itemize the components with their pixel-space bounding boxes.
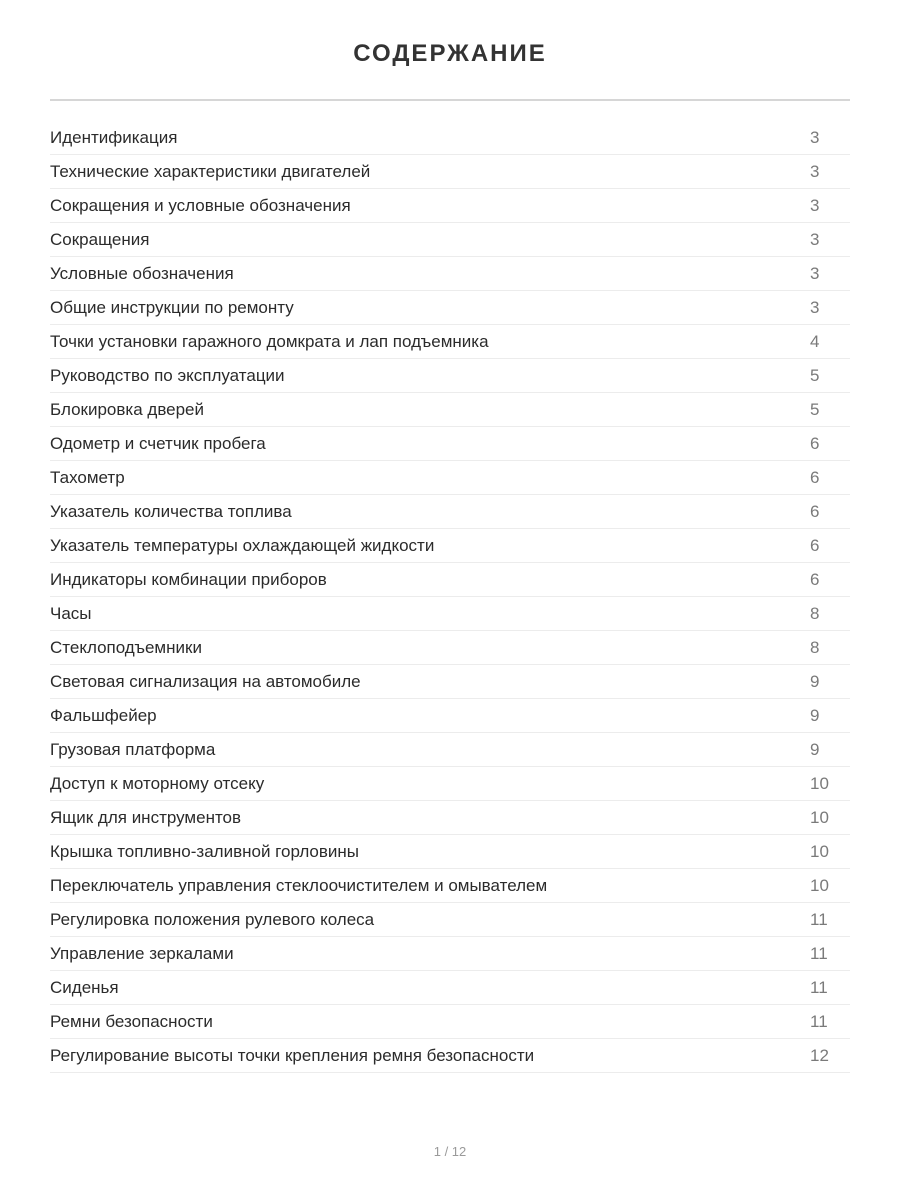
toc-entry-page: 12 (810, 1045, 829, 1065)
toc-entry-label[interactable]: Руководство по эксплуатации (50, 365, 285, 385)
toc-entry[interactable] (50, 733, 850, 767)
toc-entry-label[interactable]: Сокращения и условные обозначения (50, 195, 351, 215)
toc-entry-label[interactable]: Регулирование высоты точки крепления ремня безопасности (50, 1045, 535, 1065)
toc-entry[interactable] (50, 971, 850, 1005)
toc-entry-page: 8 (810, 637, 820, 657)
toc-entry-page: 3 (810, 195, 820, 215)
toc-entry[interactable] (50, 529, 850, 563)
toc-entry[interactable] (50, 1039, 850, 1073)
toc-entry-page: 6 (810, 535, 820, 555)
table-of-contents (50, 121, 850, 1073)
toc-entry-page: 3 (810, 161, 820, 181)
toc-entry-page: 4 (810, 331, 820, 351)
toc-entry-page: 6 (810, 501, 820, 521)
toc-entry-label[interactable]: Крышка топливно-заливной горловины (50, 841, 360, 861)
toc-entry[interactable] (50, 767, 850, 801)
toc-entry-label[interactable]: Стеклоподъемники (50, 637, 202, 657)
toc-entry[interactable] (50, 121, 850, 155)
toc-entry-page: 10 (810, 773, 829, 793)
toc-entry-label[interactable]: Управление зеркалами (50, 943, 234, 963)
toc-entry-label[interactable]: Одометр и счетчик пробега (50, 433, 266, 453)
toc-entry-label[interactable]: Точки установки гаражного домкрата и лап подъемника (50, 331, 489, 351)
toc-entry[interactable] (50, 495, 850, 529)
toc-entry[interactable] (50, 699, 850, 733)
toc-entry-page: 5 (810, 399, 820, 419)
toc-entry-page: 9 (810, 671, 820, 691)
toc-entry[interactable] (50, 257, 850, 291)
toc-entry-label[interactable]: Переключатель управления стеклоочистителем и омывателем (50, 875, 548, 895)
toc-entry[interactable] (50, 597, 850, 631)
toc-entry[interactable] (50, 393, 850, 427)
toc-entry-label[interactable]: Ящик для инструментов (50, 807, 242, 827)
page-number: 1 / 12 (433, 1144, 467, 1159)
toc-entry-label[interactable]: Технические характеристики двигателей (50, 161, 371, 181)
toc-entry-label[interactable]: Указатель количества топлива (50, 501, 292, 521)
toc-entry[interactable] (50, 801, 850, 835)
toc-entry[interactable] (50, 223, 850, 257)
toc-entry-page: 9 (810, 739, 820, 759)
toc-entry[interactable] (50, 325, 850, 359)
toc-entry-page: 3 (810, 263, 820, 283)
toc-entry-label[interactable]: Световая сигнализация на автомобиле (50, 671, 361, 691)
toc-entry[interactable] (50, 189, 850, 223)
toc-entry-page: 5 (810, 365, 820, 385)
toc-entry-label[interactable]: Сиденья (50, 977, 119, 997)
toc-entry-page: 11 (810, 943, 828, 963)
toc-entry-page: 3 (810, 229, 820, 249)
page-title: СОДЕРЖАНИЕ (353, 40, 547, 67)
toc-entry[interactable] (50, 665, 850, 699)
toc-entry-page: 6 (810, 569, 820, 589)
toc-entry-page: 11 (810, 909, 828, 929)
toc-entry-label[interactable]: Доступ к моторному отсеку (50, 773, 265, 793)
toc-entry[interactable] (50, 835, 850, 869)
toc-entry-label[interactable]: Регулировка положения рулевого колеса (50, 909, 375, 929)
toc-entry-label[interactable]: Блокировка дверей (50, 399, 205, 419)
toc-entry-page: 10 (810, 875, 829, 895)
toc-entry-label[interactable]: Индикаторы комбинации приборов (50, 569, 327, 589)
toc-entry-label[interactable]: Условные обозначения (50, 263, 234, 283)
toc-entry[interactable] (50, 903, 850, 937)
toc-entry-page: 3 (810, 127, 820, 147)
toc-entry-label[interactable]: Фальшфейер (50, 705, 157, 725)
toc-entry-page: 11 (810, 977, 828, 997)
toc-entry[interactable] (50, 461, 850, 495)
toc-entry-label[interactable]: Идентификация (50, 127, 178, 147)
toc-entry-label[interactable]: Сокращения (50, 229, 150, 249)
toc-entry[interactable] (50, 359, 850, 393)
toc-entry-page: 11 (810, 1011, 828, 1031)
toc-entry[interactable] (50, 155, 850, 189)
toc-entry-label[interactable]: Указатель температуры охлаждающей жидкости (50, 535, 435, 555)
toc-entry-page: 10 (810, 841, 829, 861)
toc-entry-page: 10 (810, 807, 829, 827)
toc-entry-page: 8 (810, 603, 820, 623)
toc-entry-label[interactable]: Общие инструкции по ремонту (50, 297, 294, 317)
toc-entry-page: 9 (810, 705, 820, 725)
title-divider (50, 99, 850, 101)
toc-entry[interactable] (50, 563, 850, 597)
toc-entry[interactable] (50, 291, 850, 325)
toc-entry[interactable] (50, 1005, 850, 1039)
toc-entry-label[interactable]: Тахометр (50, 467, 125, 487)
toc-entry-label[interactable]: Грузовая платформа (50, 739, 216, 759)
toc-entry-label[interactable]: Часы (50, 603, 92, 623)
toc-entry[interactable] (50, 631, 850, 665)
toc-entry-page: 3 (810, 297, 820, 317)
toc-entry-page: 6 (810, 467, 820, 487)
toc-entry-label[interactable]: Ремни безопасности (50, 1011, 213, 1031)
toc-entry[interactable] (50, 869, 850, 903)
toc-entry[interactable] (50, 937, 850, 971)
toc-entry[interactable] (50, 427, 850, 461)
toc-entry-page: 6 (810, 433, 820, 453)
